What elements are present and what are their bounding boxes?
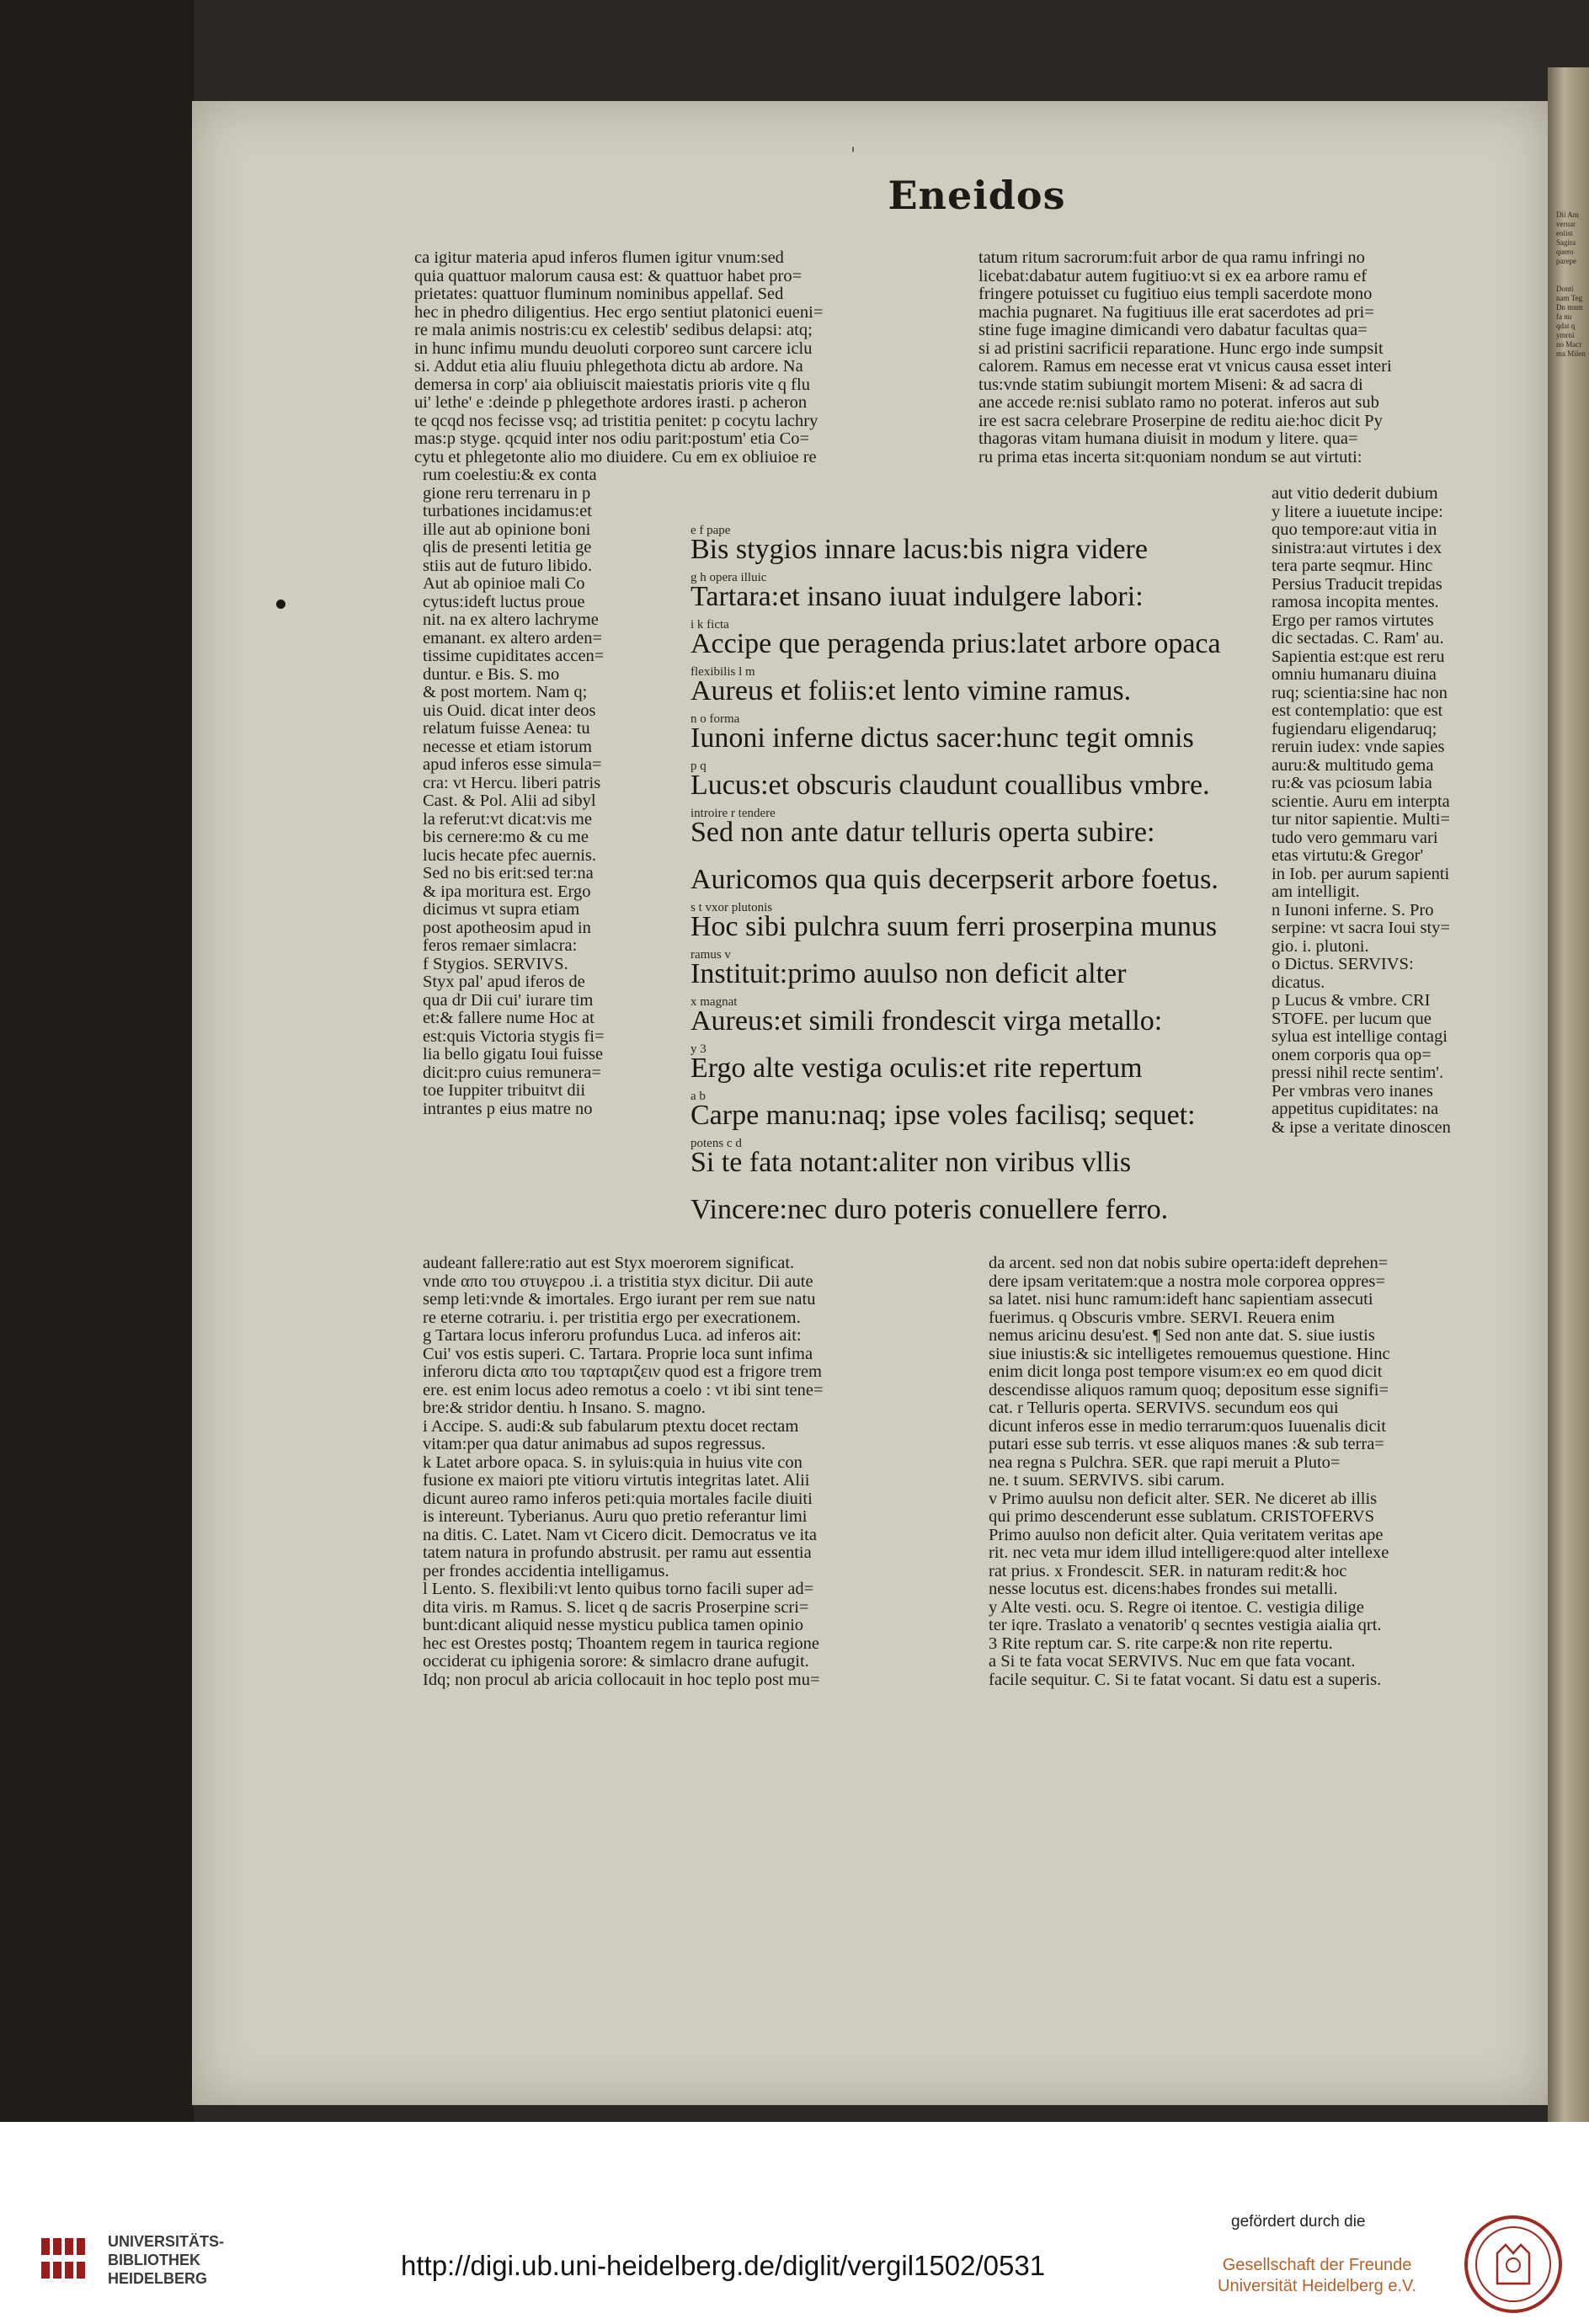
verse-text: Ergo alte vestiga oculis:et rite repertum <box>691 1053 1143 1084</box>
verse-line <box>691 1042 1263 1090</box>
university-seal-icon <box>1464 2215 1563 2314</box>
gloss-line: o Dictus. SERVIVS: <box>1272 956 1414 973</box>
verse-text: Instituit:primo auulso non deficit alter <box>691 958 1127 989</box>
library-name-line: BIBLIOTHEK <box>108 2252 200 2268</box>
gloss-line: intrantes p eius matre no <box>423 1100 593 1118</box>
gloss-line: cytus:ideft luctus proue <box>423 593 585 611</box>
commentary-line: vitam:per qua datur animabus ad supos regressus. <box>423 1436 766 1453</box>
commentary-line: y Alte vesti. ocu. S. Regre oi itentoe. C. vestigia dilige <box>989 1598 1364 1617</box>
commentary-line: facile sequitur. C. Si te fatat vocant. Si datu est a superis. <box>989 1671 1382 1689</box>
verse-text: Si te fata notant:aliter non viribus vllis <box>691 1147 1132 1178</box>
verse-line <box>691 995 1263 1042</box>
commentary-line: descendisse aliquos ramum quoq; depositum esse signifi= <box>989 1381 1389 1399</box>
commentary-line: fringere potuisset cu fugitiuo eius templi sacerdote mono <box>978 285 1373 303</box>
verse-text: Tartara:et insano iuuat indulgere labori: <box>691 581 1144 612</box>
verse-text: Hoc sibi pulchra suum ferri proserpina munus <box>691 911 1218 942</box>
commentary-line: dicunt aureo ramo inferos peti:quia mortales facile diuiti <box>423 1490 813 1508</box>
commentary-line: Primo auulso non deficit alter. Quia veritatem veritas ape <box>989 1526 1384 1544</box>
gloss-line: sinistra:aut virtutes i dex <box>1272 539 1442 557</box>
gloss-line: onem corporis qua op= <box>1272 1046 1432 1064</box>
gloss-line: quo tempore:aut vitia in <box>1272 521 1437 539</box>
gloss-line: nit. na ex altero lachryme <box>423 611 599 629</box>
commentary-line: dere ipsam veritatem:que a nostra mole corporea oppres= <box>989 1272 1385 1291</box>
gloss-line: uis Ouid. dicat inter deos <box>423 701 596 720</box>
commentary-line: a Si te fata vocat SERVIVS. Nuc em que fata vocant. <box>989 1653 1356 1671</box>
commentary-line: tus:vnde statim subiungit mortem Miseni: & ad sacra di <box>978 376 1363 394</box>
commentary-line: ne. t suum. SERVIVS. sibi carum. <box>989 1472 1225 1490</box>
gloss-line: am intelligit. <box>1272 883 1360 901</box>
commentary-line: nea regna s Pulchra. SER. que rapi meruit a Pluto= <box>989 1453 1341 1472</box>
gloss-line: la referut:vt dicat:vis me <box>423 810 592 829</box>
commentary-line: siue iniustis:& sic intelligetes remouemus questione. Hinc <box>989 1345 1390 1363</box>
gloss-line: & ipa moritura est. Ergo <box>423 882 591 901</box>
funded-by-label: gefördert durch die <box>1231 2213 1366 2231</box>
commentary-line: ane accede re:nisi sublato ramo no poterat. inferos aut sub <box>978 394 1379 412</box>
commentary-line: fusione ex maiori pte vitioru virtutis integritas latet. Alii <box>423 1472 810 1490</box>
commentary-line: te qcqd nos fecisse vsq; ad tristitia penitet: p cocytu lachry <box>414 412 818 430</box>
verse-line <box>691 807 1263 854</box>
gloss-line: n Iunoni inferne. S. Pro <box>1272 901 1434 919</box>
facing-page-line: ma Milen <box>1556 349 1586 358</box>
gloss-line: sylua est intellige contagi <box>1272 1028 1448 1046</box>
commentary-line: rat prius. x Frondescit. SER. in naturam redit:& hoc <box>989 1562 1347 1580</box>
gloss-line: tissime cupiditates accen= <box>423 648 605 665</box>
verse-line <box>691 1090 1263 1137</box>
society-name-line: Universität Heidelberg e.V. <box>1218 2277 1417 2295</box>
facing-page-line: quero <box>1556 248 1574 256</box>
facing-page-line: Dii Am <box>1556 211 1579 219</box>
gloss-line: & post mortem. Nam q; <box>423 684 588 701</box>
gloss-line: cra: vt Hercu. liberi patris <box>423 774 601 792</box>
verse-text: Auricomos qua quis decerpserit arbore foetus. <box>691 864 1218 895</box>
gloss-line: etas virtutu:& Gregor' <box>1272 847 1424 865</box>
verse-text: Sed non ante datur telluris operta subire: <box>691 817 1155 848</box>
verse-gloss-letters: y 3 <box>691 1042 707 1056</box>
gloss-line: relatum fuisse Aenea: tu <box>423 720 590 738</box>
gloss-line: dicatus. <box>1272 973 1325 992</box>
verse-line <box>691 524 1263 571</box>
gloss-line: serpine: vt sacra Ioui sty= <box>1272 919 1450 937</box>
verse-line <box>691 948 1263 995</box>
gloss-line: dicimus vt supra etiam <box>423 901 580 919</box>
commentary-line: demersa in corp' aia obliuiscit maiestatis prioris vite q flu <box>414 376 810 394</box>
gloss-line: dicit:pro cuius remunera= <box>423 1063 601 1082</box>
commentary-line: per frondes accidentia intelligamus. <box>423 1562 669 1580</box>
commentary-line: ui' lethe' e :deinde p phlegethote ardores irasti. p acheron <box>414 394 808 412</box>
gloss-line: tera parte seqmur. Hinc <box>1272 557 1433 575</box>
verse-line <box>691 901 1263 948</box>
verse-text: Aureus et foliis:et lento vimine ramus. <box>691 675 1132 706</box>
commentary-line: bre:& stridor dentiu. h Insano. S. magno. <box>423 1399 706 1417</box>
gloss-line: qlis de presenti letitia ge <box>423 539 592 557</box>
verse-gloss-letters: flexibilis l m <box>691 665 755 679</box>
verse-line <box>691 571 1263 618</box>
commentary-line: i Accipe. S. audi:& sub fabularum ptextu docet rectam <box>423 1417 799 1436</box>
gloss-line: y litere a iuuetute incipe: <box>1272 503 1443 521</box>
facing-page-line <box>1556 266 1588 275</box>
footer-bar <box>0 2122 1589 2324</box>
commentary-line: Cui' vos estis superi. C. Tartara. Proprie loca sunt infima <box>423 1345 813 1363</box>
verse-gloss-letters: n o forma <box>691 712 740 726</box>
gloss-line: Per vmbras vero inanes <box>1272 1082 1433 1101</box>
gloss-line: gio. i. plutoni. <box>1272 937 1369 956</box>
gloss-line: lucis hecate pfec auernis. <box>423 846 597 865</box>
gloss-line: ru:& vas pciosum labia <box>1272 775 1432 792</box>
verse-gloss-letters: i k ficta <box>691 618 729 632</box>
verse-line <box>691 712 1263 760</box>
verse-text: Bis stygios innare lacus:bis nigra videre <box>691 534 1148 565</box>
commentary-line: enim dicit longa post tempore visum:ex eo em quod dicit <box>989 1363 1383 1381</box>
verse-text: Iunoni inferne dictus sacer:hunc tegit omnis <box>691 722 1194 754</box>
commentary-line: thagoras vitam humana diuisit in modum y litere. qua= <box>978 430 1358 448</box>
verse-gloss-letters: potens c d <box>691 1137 742 1150</box>
commentary-line: dita viris. m Ramus. S. licet q de sacris Proserpine scri= <box>423 1598 809 1617</box>
gloss-line: tur nitor sapientie. Multi= <box>1272 811 1450 829</box>
commentary-line: k Latet arbore opaca. S. in syluis:quia in huius vite con <box>423 1453 802 1472</box>
verse-gloss-letters: s t vxor plutonis <box>691 901 773 914</box>
gloss-line: est contemplatio: que est <box>1272 702 1443 720</box>
commentary-line: prietates: quattuor fluminum nominibus appellaf. Sed <box>414 285 784 303</box>
facing-page-line: fa nu <box>1556 312 1572 321</box>
verse-gloss-letters: p q <box>691 760 707 773</box>
commentary-line: mas:p styge. qcquid inter nos odiu parit:postum' etia Co= <box>414 430 810 448</box>
facing-page-line <box>1556 275 1588 285</box>
verse-line <box>691 854 1263 901</box>
facing-page-line: Dn mum <box>1556 303 1583 312</box>
commentary-line: vnde απο του στυγερου .i. a tristitia styx dicitur. Dii aute <box>423 1272 813 1291</box>
gloss-line: Cast. & Pol. Alii ad sibyl <box>423 792 596 810</box>
gloss-line: bis cernere:mo & cu me <box>423 829 589 846</box>
commentary-line: ca igitur materia apud inferos flumen igitur vnum:sed <box>414 249 784 267</box>
commentary-line: tatum ritum sacrorum:fuit arbor de qua ramu infringi no <box>978 249 1365 267</box>
commentary-line: fuerimus. q Obscuris vmbre. SERVI. Reuera enim <box>989 1309 1336 1327</box>
commentary-line: sa latet. nisi hunc ramum:ideft hanc sapientiam assecuti <box>989 1291 1373 1309</box>
verse-line <box>691 618 1263 665</box>
gloss-line: fugiendaru eligendaruq; <box>1272 720 1437 738</box>
verse-gloss-letters: ramus v <box>691 948 731 962</box>
gloss-line: Ergo per ramos virtutes <box>1272 611 1434 630</box>
commentary-line: l Lento. S. flexibili:vt lento quibus torno facili super ad= <box>423 1580 814 1598</box>
verse-gloss-letters: introire r tendere <box>691 807 776 820</box>
scan-background-left <box>0 0 194 2122</box>
gloss-line: appetitus cupiditates: na <box>1272 1101 1439 1118</box>
gloss-line: gione reru terrenaru in p <box>423 484 591 503</box>
commentary-right-column <box>978 249 1392 466</box>
gloss-line: apud inferos esse simula= <box>423 756 602 774</box>
gloss-line: aut vitio dederit dubium <box>1272 485 1438 503</box>
gloss-line: ramosa incopita mentes. <box>1272 594 1439 611</box>
gloss-line: post apotheosim apud in <box>423 919 591 937</box>
gloss-line: necesse et etiam istorum <box>423 738 592 756</box>
commentary-line: occiderat cu iphigenia sorore: & simlacro drane aufugit. <box>423 1653 809 1671</box>
library-name-line: UNIVERSITÄTS- <box>108 2233 225 2250</box>
gloss-line: Aut ab opinioe mali Co <box>423 575 585 593</box>
verse-text: Lucus:et obscuris claudunt couallibus vmbre. <box>691 770 1210 801</box>
commentary-line: rit. nec veta mur idem illud intelligere:quod alter intellexe <box>989 1544 1389 1562</box>
verse-text: Aureus:et simili frondescit virga metallo: <box>691 1005 1163 1037</box>
commentary-line: si. Addut etia aliu fluuiu phlegethota dictu ab ardore. Na <box>414 358 803 376</box>
gloss-line: rum coelestiu:& ex conta <box>423 466 597 484</box>
commentary-line: putari esse sub terris. vt esse aliquos manes :& sub terra= <box>989 1436 1384 1453</box>
commentary-line: ru prima etas incerta sit:quoniam nondum se aut virtuti: <box>978 448 1362 466</box>
commentary-line: bunt:dicant aliquid nesse mysticu publica tamen opinio <box>423 1617 804 1634</box>
commentary-lower-left <box>423 1255 824 1689</box>
gloss-line: stiis aut de futuro libido. <box>423 557 592 575</box>
facing-page-line: Donti <box>1556 285 1574 293</box>
commentary-line: semp leti:vnde & imortales. Ergo iurant per rem sue natu <box>423 1291 816 1309</box>
gloss-line: scientie. Auru em interpta <box>1272 792 1450 811</box>
margin-dot <box>276 600 285 609</box>
commentary-line: dicunt inferos esse in medio terrarum:quos Iuuenalis dicit <box>989 1417 1386 1436</box>
gloss-line: pressi nihil recte sentim'. <box>1272 1064 1444 1082</box>
gloss-line: & ipse a veritate dinoscen <box>1272 1118 1451 1137</box>
commentary-line: calorem. Ramus em necesse erat vt vnicus causa esset interi <box>978 358 1392 376</box>
commentary-line: na ditis. C. Latet. Nam vt Cicero dicit. Democratus ve ita <box>423 1526 817 1544</box>
verse-line <box>691 1184 1263 1231</box>
gloss-line: in Iob. per aurum sapienti <box>1272 865 1450 883</box>
commentary-line: is intereunt. Tyberianus. Auru quo pretio referantur limi <box>423 1508 808 1526</box>
commentary-line: quia quattuor malorum causa est: & quattuor habet pro= <box>414 267 802 285</box>
gloss-line: reruin iudex: vnde sapies <box>1272 738 1445 756</box>
gloss-line: est:quis Victoria stygis fi= <box>423 1027 605 1046</box>
commentary-line: stine fuge imagine dimicandi vero dabatur facultas qua= <box>978 322 1368 339</box>
gloss-line: p Lucus & vmbre. CRI <box>1272 992 1431 1010</box>
facing-page-line: ymrni <box>1556 331 1575 339</box>
gloss-line: Sapientia est:que est reru <box>1272 648 1445 666</box>
facing-page-line: qdat q <box>1556 322 1576 330</box>
library-name-line: HEIDELBERG <box>108 2270 208 2287</box>
facing-page-text <box>1556 211 1588 359</box>
gloss-line: omniu humanaru diuina <box>1272 666 1437 684</box>
commentary-line: nemus aricinu desu'est. ¶ Sed non ante dat. S. siue iustis <box>989 1327 1375 1345</box>
gloss-line: Persius Traducit trepidas <box>1272 575 1442 594</box>
commentary-line: hec est Orestes postq; Thoantem regem in taurica regione <box>423 1634 819 1653</box>
society-name-line: Gesellschaft der Freunde <box>1222 2256 1412 2274</box>
facing-page-line: eolist <box>1556 229 1573 237</box>
commentary-line: licebat:dabatur autem fugitiuo:vt si ex ea arbore ramu ef <box>978 267 1368 285</box>
commentary-line: ter iqre. Traslato a venatorib' q secntes vestigia aialia qrt. <box>989 1617 1382 1634</box>
commentary-line: hec in phedro diligentius. Hec ergo sentiut platonici eueni= <box>414 303 824 322</box>
gloss-line: dic sectadas. C. Ram' au. <box>1272 630 1444 648</box>
commentary-line: in hunc infimu mundu deuoluti corporeo sunt carcere iclu <box>414 339 813 358</box>
commentary-line: re eterne cotrariu. i. per tristitia ergo per execrationem. <box>423 1309 801 1327</box>
facing-page-line: veruar <box>1556 220 1576 228</box>
society-name <box>1218 2255 1416 2297</box>
verse-gloss-letters: x magnat <box>691 995 738 1009</box>
aeneid-verse-block <box>691 524 1263 1231</box>
verse-text: Vincere:nec duro poteris conuellere ferro. <box>691 1194 1169 1225</box>
gloss-line: qua dr Dii cui' iurare tim <box>423 991 594 1010</box>
gloss-line: auru:& multitudo gema <box>1272 756 1434 775</box>
verse-text: Carpe manu:naq; ipse voles facilisq; sequet: <box>691 1100 1196 1131</box>
verse-line <box>691 665 1263 712</box>
gloss-line: et:& fallere nume Hoc at <box>423 1010 595 1027</box>
commentary-lower-right <box>989 1255 1390 1689</box>
commentary-line: 3 Rite reptum car. S. rite carpe:& non rite repertu. <box>989 1634 1333 1653</box>
facing-page-line: nam Teg <box>1556 294 1582 302</box>
document-url-link[interactable]: http://digi.ub.uni-heidelberg.de/diglit/vergil1502/0531 <box>401 2250 1046 2281</box>
gloss-line: ille aut ab opinione boni <box>423 520 591 539</box>
commentary-left-column <box>414 249 823 466</box>
commentary-line: machia pugnaret. Na fugitiuus ille erat sacerdotes ad pri= <box>978 303 1374 322</box>
commentary-line: ire est sacra celebrare Proserpine de reditu aie:hoc dicit Py <box>978 412 1383 430</box>
gloss-line: duntur. e Bis. S. mo <box>423 665 560 684</box>
gloss-left-margin <box>423 466 605 1118</box>
page-mark: ' <box>850 145 856 166</box>
commentary-line: cat. r Telluris operta. SERVIVS. secundum eos qui <box>989 1399 1339 1417</box>
commentary-line: qui primo descenderunt esse sublatum. CRISTOFERVS <box>989 1508 1375 1526</box>
commentary-line: cytu et phlegetonte alio mo diuidere. Cu em ex obliuioe re <box>414 448 817 466</box>
commentary-line: g Tartara locus inferoru profundus Luca. ad inferos ait: <box>423 1327 802 1345</box>
gloss-line: STOFE. per lucum que <box>1272 1010 1432 1028</box>
commentary-line: v Primo auulsu non deficit alter. SER. Ne diceret ab illis <box>989 1490 1378 1508</box>
running-head: Eneidos <box>888 173 1066 218</box>
commentary-line: nesse locutus est. dicens:habes frondes sui metalli. <box>989 1580 1338 1598</box>
gloss-line: Styx pal' apud iferos de <box>423 973 585 991</box>
commentary-line: Idq; non procul ab aricia collocauit in hoc teplo post mu= <box>423 1671 820 1689</box>
commentary-line: da arcent. sed non dat nobis subire operta:ideft deprehen= <box>989 1255 1389 1272</box>
gloss-line: turbationes incidamus:et <box>423 503 592 520</box>
library-name <box>108 2232 224 2288</box>
gloss-line: toe Iuppiter tribuitvt dii <box>423 1082 586 1100</box>
verse-gloss-letters: e f pape <box>691 524 731 537</box>
commentary-line: re mala animis nostris:cu ex celestib' sedibus delapsi: atq; <box>414 322 813 339</box>
gloss-line: Sed no bis erit:sed ter:na <box>423 865 594 882</box>
university-library-logo-icon <box>38 2231 92 2285</box>
verse-line <box>691 760 1263 807</box>
gloss-line: emanant. ex altero arden= <box>423 629 603 648</box>
gloss-line: lia bello gigatu Ioui fuisse <box>423 1046 604 1063</box>
commentary-line: audeant fallere:ratio aut est Styx moerorem significat. <box>423 1255 795 1272</box>
gloss-line: f Stygios. SERVIVS. <box>423 955 568 973</box>
gloss-right-margin <box>1272 485 1451 1137</box>
facing-page-line: parepe <box>1556 257 1576 265</box>
commentary-line: ere. est enim locus adeo remotus a coelo : vt ibi sint tene= <box>423 1381 824 1399</box>
gloss-line: ruq; scientia:sine hac non <box>1272 684 1448 702</box>
facing-page-line: Sagira <box>1556 238 1576 247</box>
gloss-line: feros remaer simlacra: <box>423 937 578 955</box>
gloss-line: tudo vero gemmaru vari <box>1272 829 1438 847</box>
verse-gloss-letters: g h opera illuic <box>691 571 767 584</box>
verse-line <box>691 1137 1263 1184</box>
facing-page-line: no Macr <box>1556 340 1582 349</box>
commentary-line: si ad pristini sacrificii reparatione. Hunc ergo inde sumpsit <box>978 339 1384 358</box>
facing-page-edge <box>1548 67 1589 2122</box>
commentary-line: tatem natura in profundo abstrusit. per ramu aut essentia <box>423 1544 812 1562</box>
verse-gloss-letters: a b <box>691 1090 706 1103</box>
commentary-line: inferoru dicta απο του ταρταριζειν quod est a frigore trem <box>423 1363 822 1381</box>
verse-text: Accipe que peragenda prius:latet arbore opaca <box>691 628 1221 659</box>
